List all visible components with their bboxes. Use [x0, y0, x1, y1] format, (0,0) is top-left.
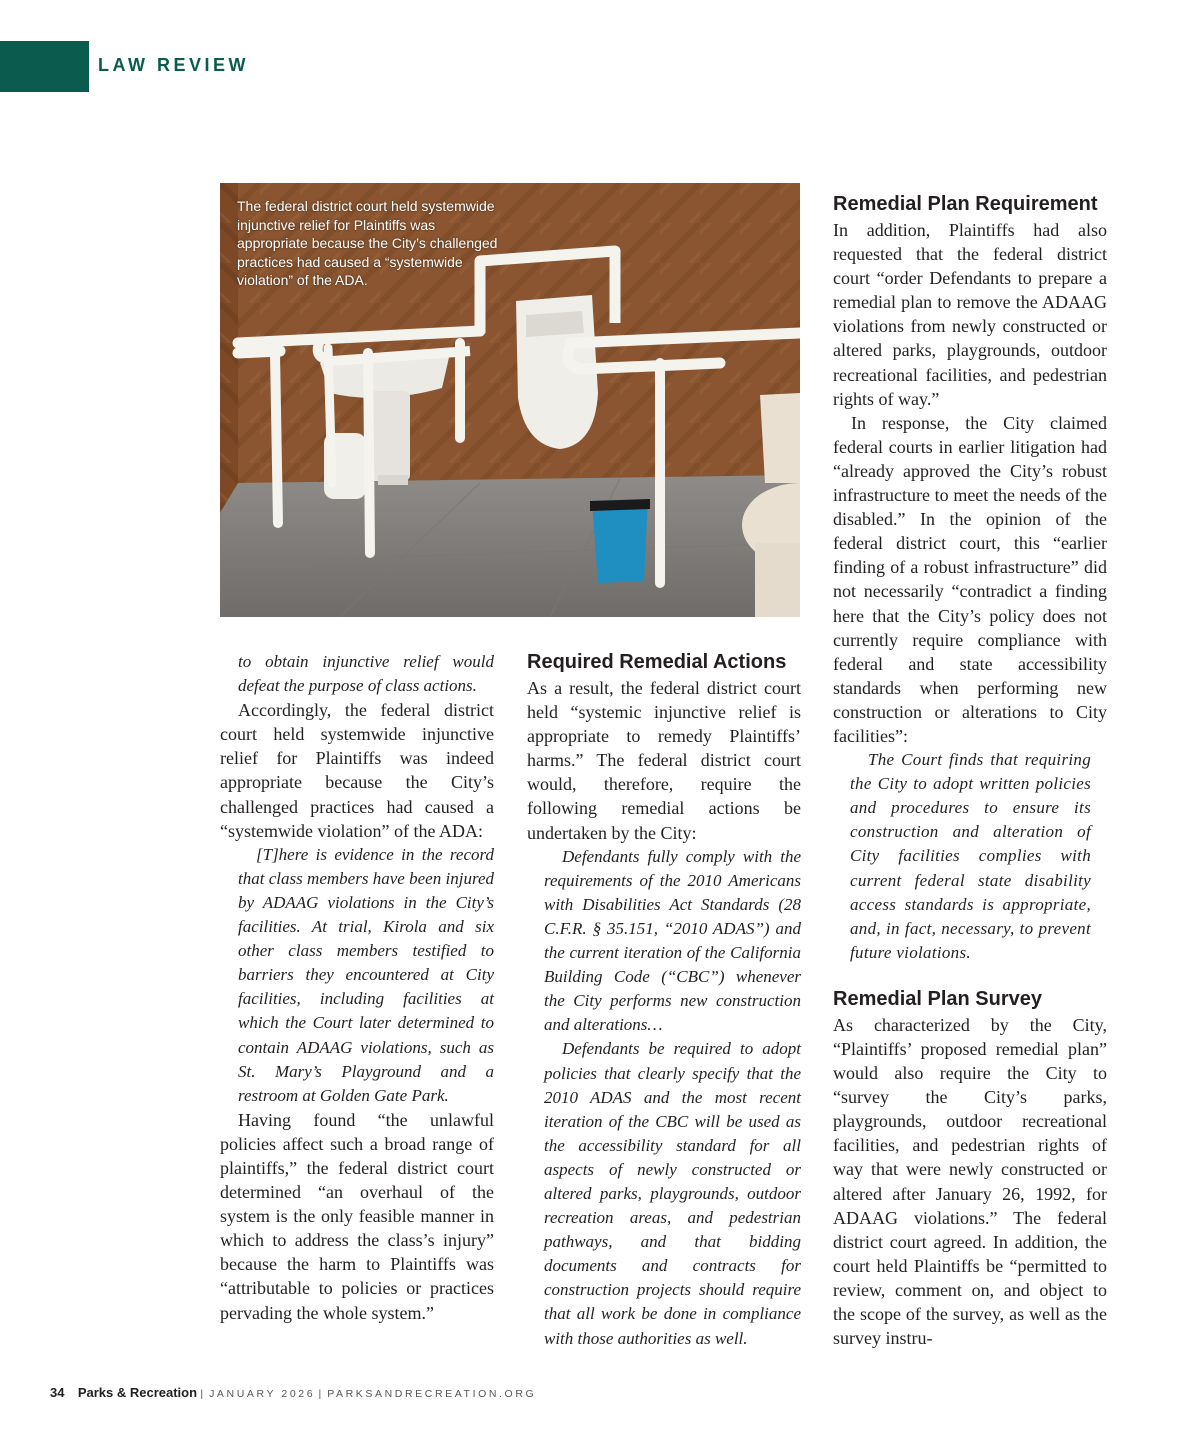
- paragraph: As a result, the federal district court held “systemic injunctive relief is appropriate to remedy Plaintiffs’ harms.” The federal district court would, therefore, require the following remedial actions be undertaken by the City:: [527, 678, 801, 843]
- section-tab: [0, 41, 89, 92]
- restroom-illustration: [220, 183, 800, 617]
- column-1: [220, 650, 494, 1325]
- column-2: [527, 650, 801, 1351]
- section-heading: Remedial Plan Requirement: [833, 193, 1098, 215]
- column-3: [833, 192, 1107, 1350]
- block-quote: [T]here is evidence in the record that class members have been injured by ADAAG violations in the City’s facilities. At trial, Kirola and six other class members testified to barriers they encountered at City facilities, including facilities at which the Court later determined to contain ADAAG violations, such as St. Mary’s Playground and a restroom at Golden Gate Park.: [238, 844, 494, 1105]
- footer-separator: |: [318, 1388, 324, 1400]
- paragraph: In response, the City claimed federal courts in earlier litigation had “already approved the City’s robust infrastructure to meet the needs of the disabled.” In the opinion of the federal district court, this “earlier finding of a robust infrastructure” did not necessarily “contradict a finding here that the City’s policy does not currently require compliance with federal and state accessibility standards when performing new construction or alterations to City facilities”:: [833, 412, 1107, 746]
- website[interactable]: PARKSANDRECREATION.ORG: [327, 1388, 537, 1400]
- paragraph: In addition, Plaintiffs had also requested that the federal district court “order Defendants to prepare a remedial plan to remove the ADAAG violations from newly constructed or altered parks, playgrounds, outdoor recreational facilities, and pedestrian rights of way.”: [833, 220, 1107, 409]
- photo-caption: The federal district court held systemwide injunctive relief for Plaintiffs was appropriate because the City’s challenged practices had caused a “systemwide violation” of the ADA.: [237, 198, 498, 288]
- restroom-photo: [220, 183, 800, 617]
- block-quote: The Court finds that requiring the City to adopt written policies and procedures to ensure its construction and alteration of City facilities complies with current federal state disability access standards is appropriate, and, in fact, necessary, to prevent future violations.: [850, 750, 1091, 962]
- paragraph: Accordingly, the federal district court held systemwide injunctive relief for Plaintiffs was indeed appropriate because the City’s challenged practices had caused a “systemwide violation” of the ADA:: [220, 700, 494, 841]
- section-heading: Required Remedial Actions: [527, 651, 787, 673]
- quote-continued: to obtain injunctive relief would defeat the purpose of class actions.: [238, 652, 494, 696]
- page-footer: [50, 1385, 536, 1400]
- footer-separator: |: [200, 1388, 206, 1400]
- section-label: LAW REVIEW: [98, 55, 249, 75]
- issue-date: JANUARY 2026: [209, 1388, 316, 1400]
- magazine-name: Parks & Recreation: [77, 1385, 198, 1400]
- block-quote: Defendants fully comply with the requirements of the 2010 Americans with Disabilities Act Standards (28 C.F.R. § 35.151, “2010 ADAS”) and the current iteration of the California Building Code (“CBC”) whenever the City performs new construction and alterations…: [544, 846, 801, 1035]
- paragraph: As characterized by the City, “Plaintiffs’ proposed remedial plan” would also require the City to “survey the City’s parks, playgrounds, outdoor recreational facilities, and pedestrian rights of way that were newly constructed or altered after January 26, 1992, for ADAAG violations.” The federal district court agreed. In addition, the court held Plaintiffs be “permitted to review, comment on, and object to the scope of the survey, as well as the survey instru-: [833, 1014, 1107, 1349]
- page-number: 34: [50, 1385, 65, 1400]
- paragraph: Having found “the unlawful policies affect such a broad range of plaintiffs,” the federal district court determined “an overhaul of the system is the only feasible manner in which to address the class’s injury” because the harm to Plaintiffs was “attributable to policies or practices pervading the whole system.”: [220, 1109, 494, 1323]
- section-heading: Remedial Plan Survey: [833, 987, 1042, 1010]
- block-quote: Defendants be required to adopt policies that clearly specify that the 2010 ADAS and the most recent iteration of the CBC will be used as the accessibility standard for all aspects of newly constructed or altered parks, playgrounds, outdoor recreation areas, and pedestrian pathways, and that bidding documents and contracts for construction projects should require that all work be done in compliance with those authorities as well.: [544, 1039, 801, 1348]
